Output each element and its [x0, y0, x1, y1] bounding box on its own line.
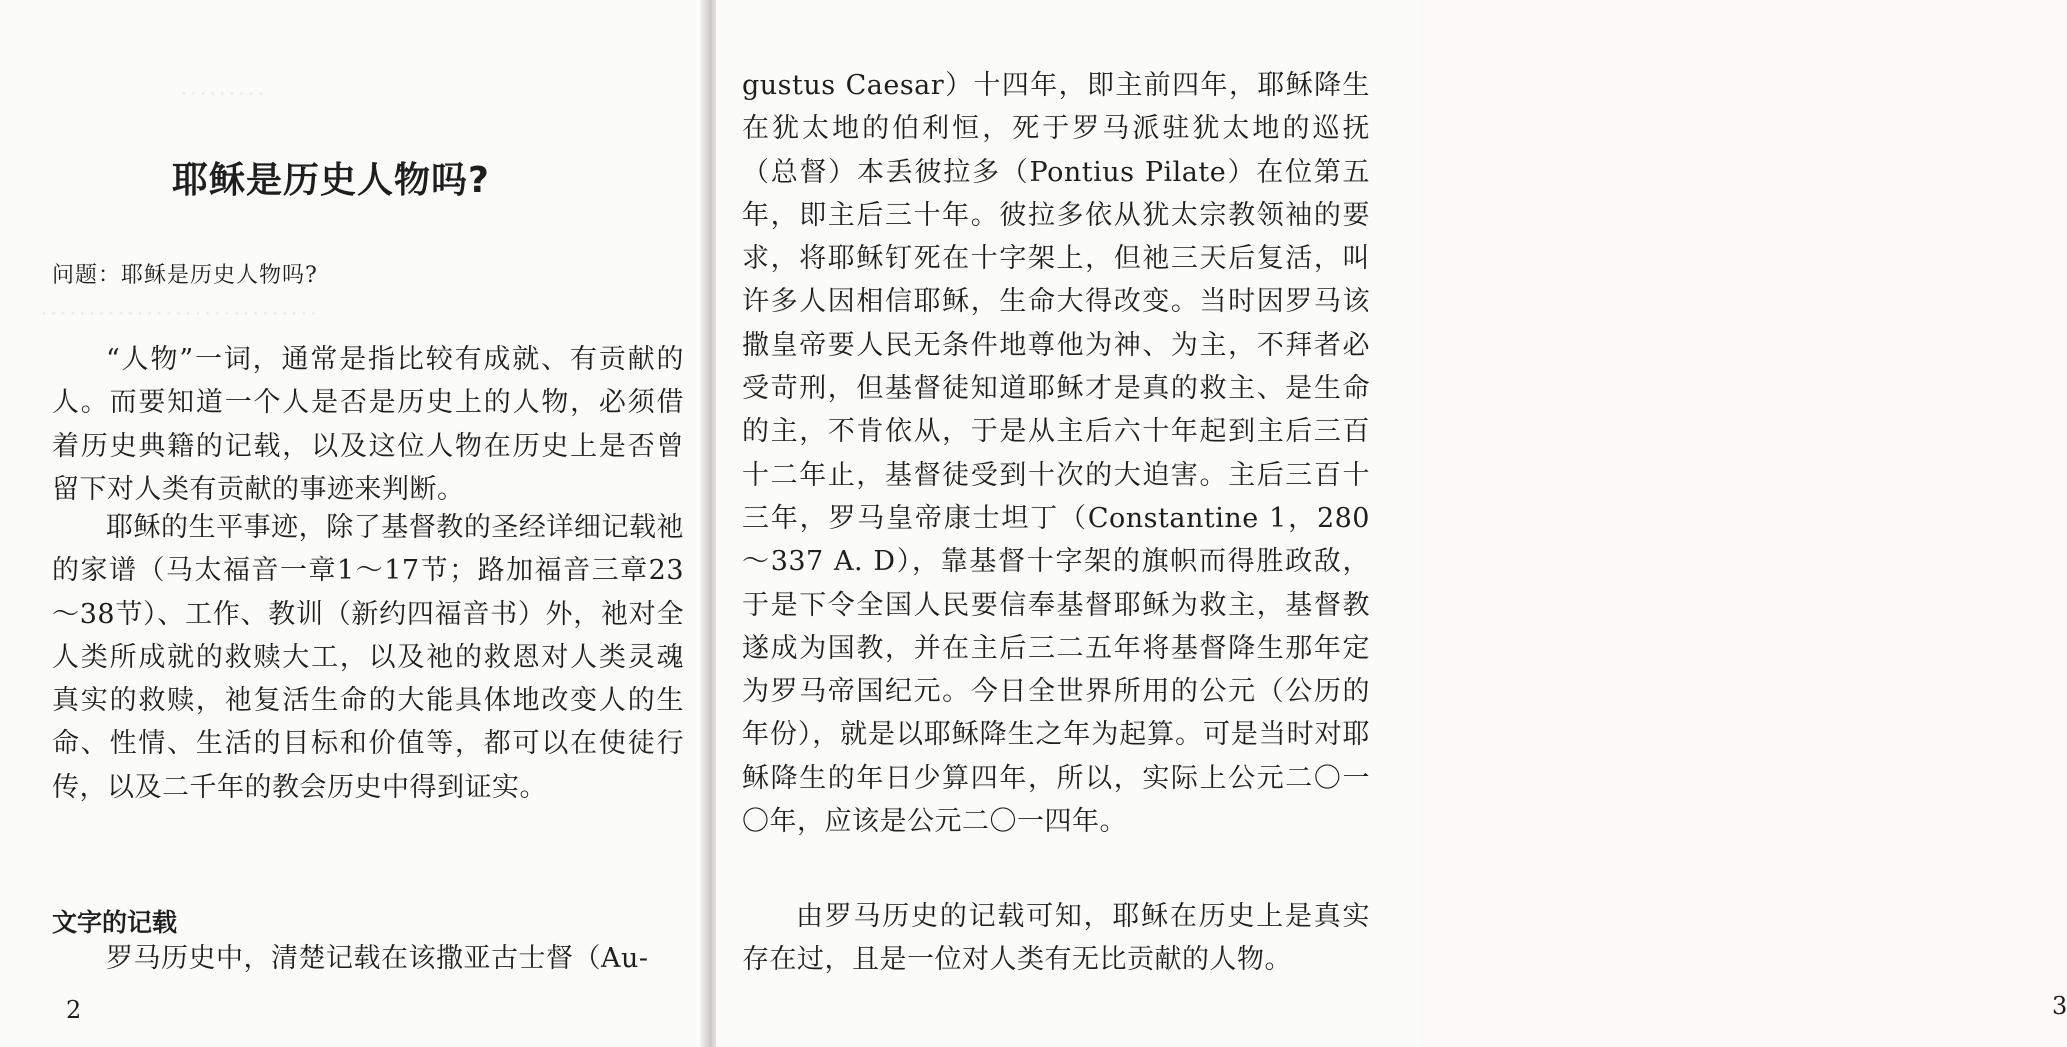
paragraph-roman-history: gustus Caesar）十四年，即主前四年，耶稣降生在犹太地的伯利恒，死于罗马派驻犹太地的巡抚（总督）本丢彼拉多（Pontius Pilate）在位第五年，即主后三十年。彼拉多依从犹太宗教领袖的要求，将耶稣钉死在十字架上，但祂三天后复活，叫许多人因相信耶稣，生命大得改变。当时因罗马该撒皇帝要人民无条件地尊他为神、为主，不拜者必受苛刑，但基督徒知道耶稣才是真的救主、是生命的主，不肯依从，于是从主后六十年起到主后三百十二年止，基督徒受到十次的大迫害。主后三百十三年，罗马皇帝康士坦丁（Constantine 1，280～337 A. D），靠基督十字架的旗帜而得胜政敌，于是下令全国人民要信奉基督耶稣为救主，基督教遂成为国教，并在主后三二五年将基督降生那年定为罗马帝国纪元。今日全世界所用的公元（公历的年份），就是以耶稣降生之年为起算。可是当时对耶稣降生的年日少算四年，所以，实际上公元二〇一〇年，应该是公元二〇一四年。	[742, 70, 1370, 838]
paragraph-life-deeds: 耶稣的生平事迹，除了基督教的圣经详细记载祂的家谱（马太福音一章1～17节；路加福音三章23～38节）、工作、教训（新约四福音书）外，祂对全人类所成就的救赎大工，以及祂的救恩对人类灵魂真实的救赎，祂复活生命的大能具体地改变人的生命、性情、生活的目标和价值等，都可以在使徒行传，以及二千年的教会历史中得到证实。	[52, 512, 684, 803]
left-page: ········· ····························· 耶稣是历史人物吗? 问题：耶稣是历史人物吗? “人物”一词，通常是指比较有成就、有贡献的人。而要知道一个人是否是历史上的人物，必须借着历史典籍的记载，以及这位人物在历史上是否曾留下对人类有贡献的事迹来判断。 耶稣的生平事迹，除了基督教的圣经详细记载祂的家谱（马太福音一章1～17节；路加福音三章23～38节）、工作、教训（新约四福音书）外，祂对全人类所成就的救赎大工，以及祂的救恩对人类灵魂真实的救赎，祂复活生命的大能具体地改变人的生命、性情、生活的目标和价值等，都可以在使徒行传，以及二千年的教会历史中得到证实。 文字的记载 罗马历史中，清楚记载在该撒亚古士督（Au- 2	[0, 0, 712, 1047]
paragraph-definition: “人物”一词，通常是指比较有成就、有贡献的人。而要知道一个人是否是历史上的人物，必须借着历史典籍的记载，以及这位人物在历史上是否曾留下对人类有贡献的事迹来判断。	[52, 344, 684, 505]
page-number-left: 2	[66, 996, 82, 1024]
question-line: 问题：耶稣是历史人物吗?	[52, 263, 318, 288]
section-heading: 文字的记载	[52, 908, 178, 937]
right-page	[716, 0, 2067, 1047]
paragraph-conclusion: 由罗马历史的记载可知，耶稣在历史上是真实存在过，且是一位对人类有无比贡献的人物。	[742, 901, 1370, 976]
page-number-right: 3	[2052, 992, 2067, 1020]
paragraph-roman-history-start: 罗马历史中，清楚记载在该撒亚古士督（Au-	[106, 943, 649, 974]
page-title: 耶稣是历史人物吗?	[172, 160, 490, 201]
